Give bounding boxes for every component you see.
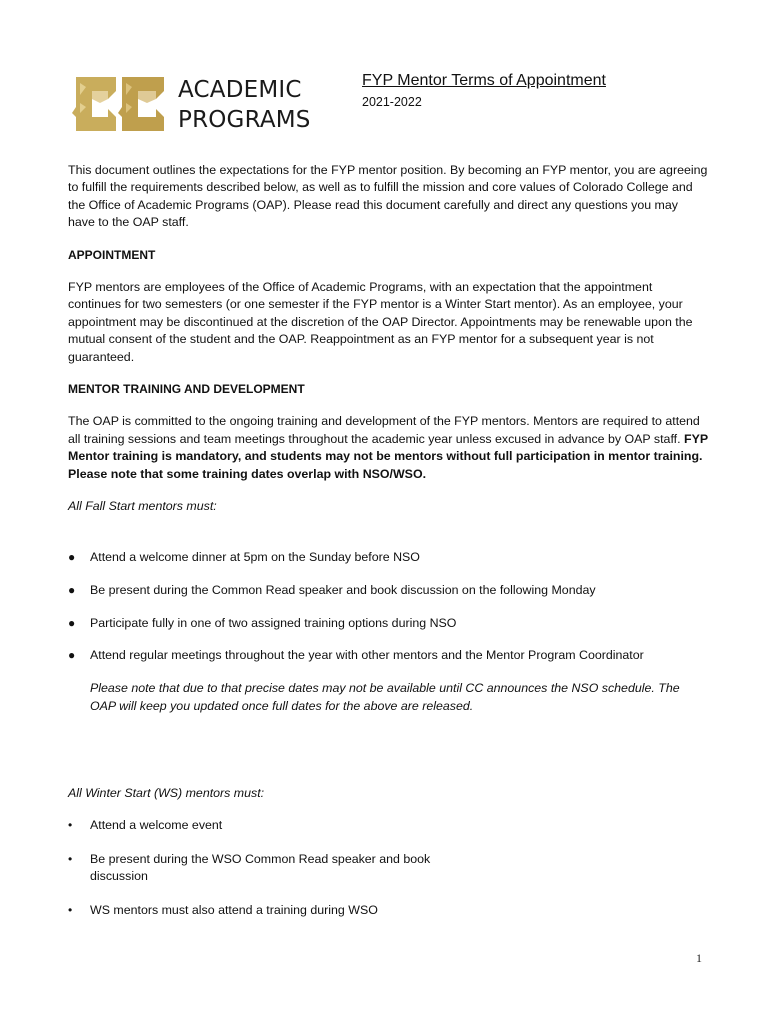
appointment-paragraph: FYP mentors are employees of the Office of Academic Programs, with an expectation that the appointment continues for two semesters (or one semester if the FYP mentor is a Winter Start mentor). As an employee, your appointment may be discontinued at the discretion of the OAP Director. Appointments may be renewable upon the mutual consent of the student and the OAP. Reappointment as an FYP mentor for a subsequent year is not guaranteed.: [68, 280, 693, 364]
list-item-text: Participate fully in one of two assigned training options during NSO: [90, 616, 457, 631]
academic-programs-logo: [72, 73, 332, 137]
list-item-text: Attend regular meetings throughout the year with other mentors and the Mentor Program Coordinator: [90, 647, 644, 662]
list-item: [68, 817, 708, 834]
list-item: [68, 615, 708, 632]
bullet-icon: ●: [68, 582, 76, 597]
bullet-icon: ●: [68, 616, 76, 631]
list-item-text: WS mentors must also attend a training during WSO: [90, 902, 378, 917]
list-item: [68, 647, 708, 664]
bullet-icon: ●: [68, 549, 76, 564]
logo-wordmark: [178, 75, 311, 135]
training-emphasis: FYP Mentor training is mandatory, and students may not be mentors without full participation in mentor training. Please note that some training dates overlap with NSO/WSO.: [68, 431, 708, 481]
document-body: [68, 162, 708, 919]
intro-paragraph: This document outlines the expectations for the FYP mentor position. By becoming an FYP mentor, you are agreeing to fulfill the requirements described below, as well as to fulfill the mission and core values of Colorado College and the Office of Academic Programs (OAP). Please read this document carefully and direct any questions you may have to the OAP staff.: [68, 163, 708, 230]
training-paragraph: [68, 413, 708, 483]
list-item: [68, 549, 708, 566]
fall-note: Please note that due to that precise dates may not be available until CC announces the NSO schedule. The OAP will keep you updated once full dates for the above are released.: [90, 681, 680, 713]
fall-intro: All Fall Start mentors must:: [68, 499, 217, 514]
page-number: 1: [696, 951, 702, 965]
list-item-text: Attend a welcome dinner at 5pm on the Sunday before NSO: [90, 549, 420, 564]
bullet-icon: •: [68, 851, 73, 866]
document-title: FYP Mentor Terms of Appointment: [362, 72, 606, 89]
list-item: [68, 902, 708, 919]
document-year: 2021-2022: [362, 95, 422, 109]
list-item: [68, 851, 450, 886]
appointment-heading: APPOINTMENT: [68, 247, 156, 262]
list-item: [68, 582, 708, 599]
bullet-icon: ●: [68, 647, 76, 662]
winter-requirements-list: [68, 817, 708, 919]
training-heading: MENTOR TRAINING AND DEVELOPMENT: [68, 382, 305, 397]
list-item-text: Be present during the WSO Common Read speaker and book discussion: [90, 851, 431, 884]
fall-requirements-list: [68, 549, 708, 665]
cc-logo-mark-icon: [72, 73, 168, 135]
bullet-icon: •: [68, 902, 73, 917]
list-item-text: Attend a welcome event: [90, 818, 223, 833]
training-text: The OAP is committed to the ongoing training and development of the FYP mentors. Mentors are required to attend all training sessions and team meetings throughout the academic year unless excused in advance by OAP staff.: [68, 414, 700, 446]
logo-line-1: ACADEMIC: [178, 77, 302, 103]
logo-line-2: PROGRAMS: [178, 107, 311, 133]
bullet-icon: •: [68, 818, 73, 833]
list-item-text: Be present during the Common Read speaker and book discussion on the following Monday: [90, 582, 596, 597]
winter-intro: All Winter Start (WS) mentors must:: [68, 785, 265, 800]
